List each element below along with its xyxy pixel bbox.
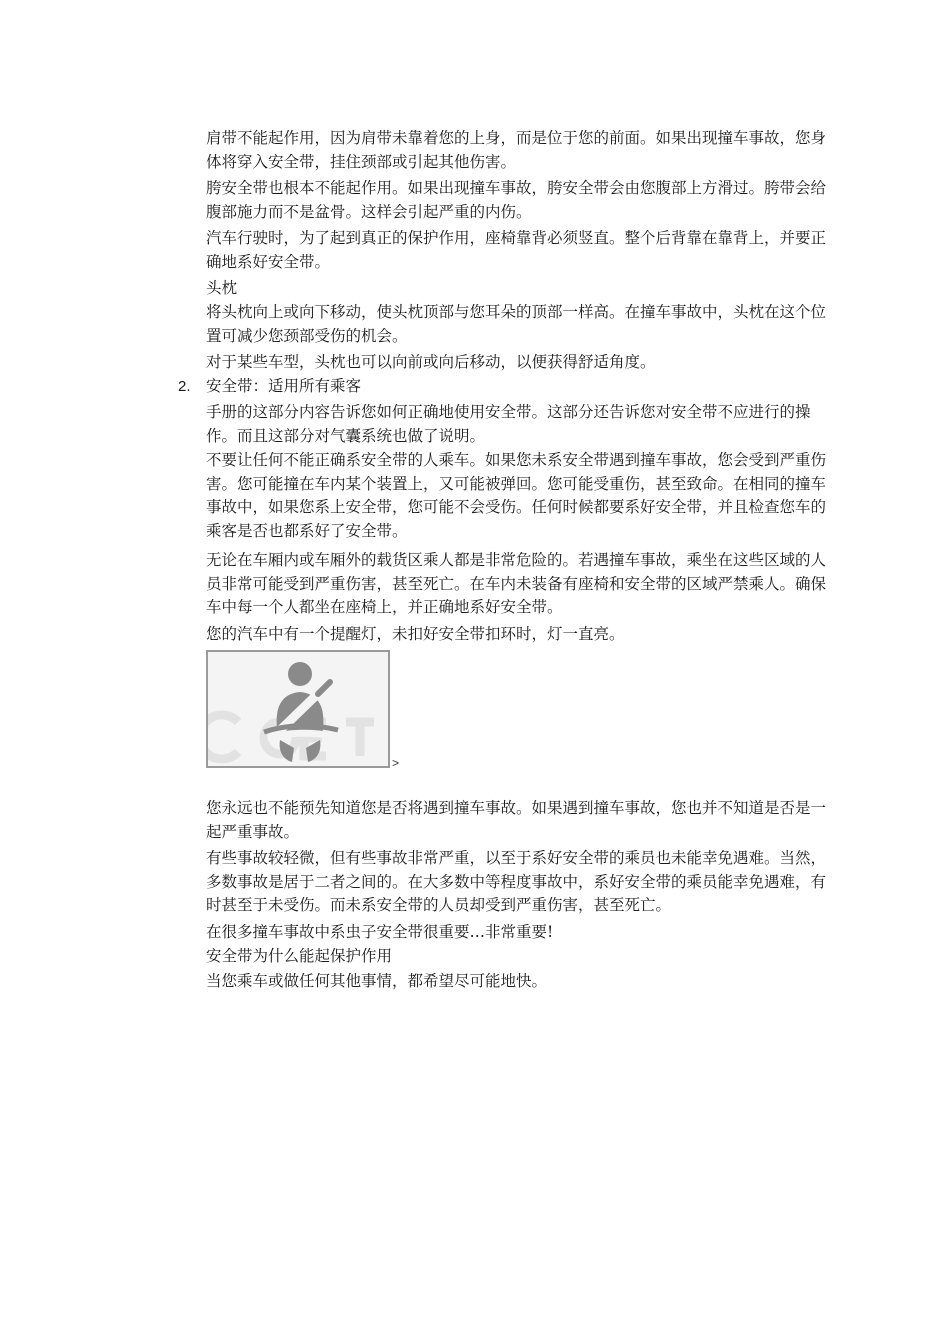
paragraph-manual-section: 手册的这部分内容告诉您如何正确地使用安全带。这部分还告诉您对安全带不应进行的操作。而且这部分对气囊系统也做了说明。 xyxy=(206,403,811,445)
list-number: 2. xyxy=(178,378,191,395)
heading-why-belts-work: 安全带为什么能起保护作用 xyxy=(206,947,393,965)
paragraph-cargo-area: 无论在车厢内或车厢外的载货区乘人都是非常危险的。若遇撞车事故，乘坐在这些区域的人员非常可能受到严重伤害，甚至死亡。在车内未装备有座椅和安全带的区域严禁乘人。确保车中每一个人都坐在座椅上，并正确地系好安全带。 xyxy=(206,551,827,616)
paragraph-shoulder-belt: 肩带不能起作用，因为肩带未靠着您的上身，而是位于您的前面。如果出现撞车事故，您身体将穿入安全带，挂住颈部或引起其他伤害。 xyxy=(206,129,827,171)
figure-caret: > xyxy=(392,756,400,770)
seatbelt-reminder-figure xyxy=(206,650,400,770)
paragraph-very-important: 在很多撞车事故中系虫子安全带很重要…非常重要! xyxy=(206,923,554,941)
figure-frame xyxy=(206,650,390,768)
paragraph-seatback-upright: 汽车行驶时，为了起到真正的保护作用，座椅靠背必须竖直。整个后背靠在靠背上，并要正确地系好安全带。 xyxy=(206,229,827,271)
paragraph-head-restraint-adjust: 将头枕向上或向下移动，使头枕顶部与您耳朵的顶部一样高。在撞车事故中，头枕在这个位置可减少您颈部受伤的机会。 xyxy=(206,303,827,345)
paragraph-head-restraint-tilt: 对于某些车型，头枕也可以向前或向后移动，以便获得舒适角度。 xyxy=(206,353,656,371)
seatbelt-reminder-icon xyxy=(208,652,388,766)
paragraph-reminder-light: 您的汽车中有一个提醒灯，未扣好安全带扣环时，灯一直亮。 xyxy=(206,625,625,643)
paragraph-unpredictable-crash: 您永远也不能预先知道您是否将遇到撞车事故。如果遇到撞车事故，您也并不知道是否是一起严重事故。 xyxy=(206,799,827,841)
paragraph-crash-severity: 有些事故较轻微，但有些事故非常严重，以至于系好安全带的乘员也未能幸免遇难。当然，多数事故是居于二者之间的。在大多数中等程度事故中，系好安全带的乘员能幸免遇难，有时甚至于未受伤。而未系安全带的人员却受到严重伤害，甚至死亡。 xyxy=(206,849,827,914)
paragraph-speed: 当您乘车或做任何其他事情，都希望尽可能地快。 xyxy=(206,972,548,990)
section-title: 安全带：适用所有乘客 xyxy=(206,377,362,395)
paragraph-always-buckle: 不要让任何不能正确系安全带的人乘车。如果您未系安全带遇到撞车事故，您会受到严重伤害。您可能撞在车内某个装置上，又可能被弹回。您可能受重伤，甚至致命。在相同的撞车事故中，如果您系上安全带，您可能不会受伤。任何时候都要系好安全带，并且检查您车的乘客是否也都系好了安全带。 xyxy=(206,451,827,540)
paragraph-lap-belt: 胯安全带也根本不能起作用。如果出现撞车事故，胯安全带会由您腹部上方滑过。胯带会给腹部施力而不是盆骨。这样会引起严重的内伤。 xyxy=(206,179,827,221)
heading-head-restraint: 头枕 xyxy=(206,279,238,297)
